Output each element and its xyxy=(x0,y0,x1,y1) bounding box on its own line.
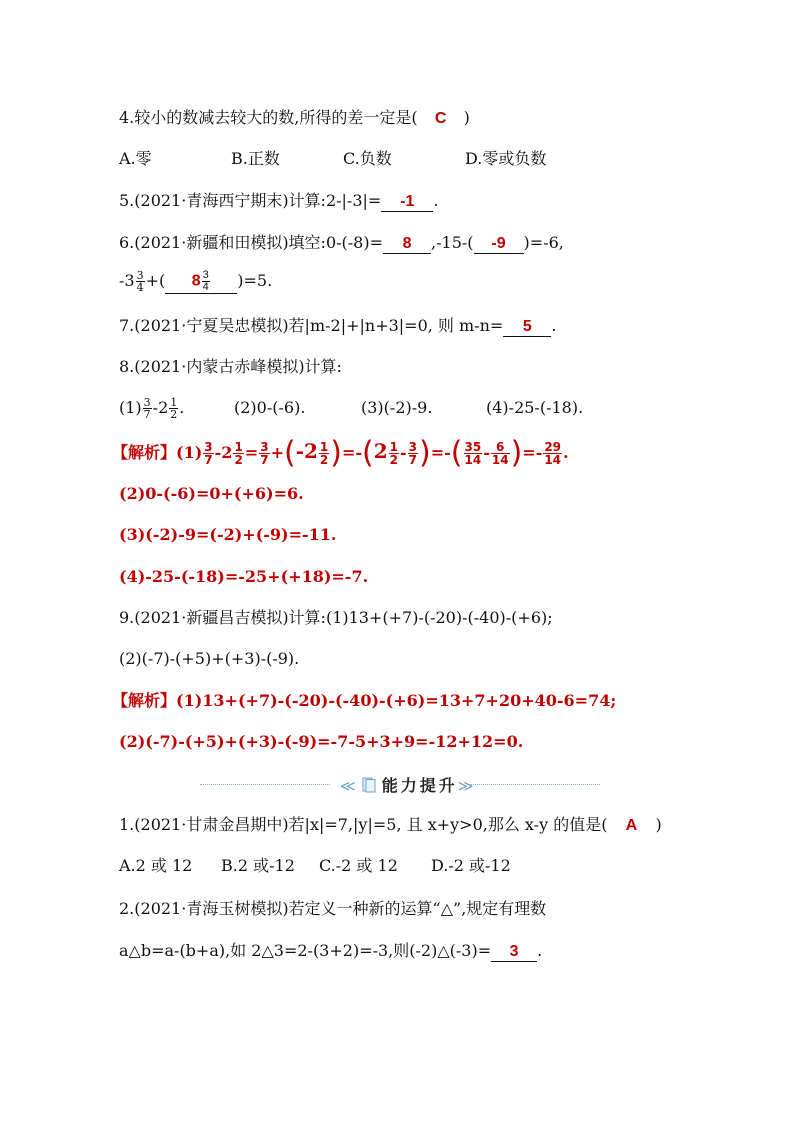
divider-line-left xyxy=(200,784,330,785)
answer-p1: A xyxy=(625,817,638,834)
solution-9-1: 【解析】(1)13+(+7)-(-20)-(-40)-(+6)=13+7+20+40-6=74; xyxy=(112,691,617,710)
question-6-line2: -3 $\frac{3}{4}$ +( 8 $\frac{3}{4}$ )=5. xyxy=(119,269,273,294)
chevron-right-icon: ≫ xyxy=(457,777,474,795)
question-4: 4.较小的数减去较大的数,所得的差一定是( C ) xyxy=(119,107,470,130)
option-c: C.负数 xyxy=(343,149,392,168)
answer-q6-2: -9 xyxy=(474,235,524,254)
question-7: 7.(2021·宁夏吴忠模拟)若|m-2|+|n+3|=0, 则 m-n= 5 . xyxy=(119,316,557,335)
question-5: 5.(2021·青海西宁期末)计算:2-|-3|= -1 . xyxy=(119,191,439,210)
solution-8-2: (2)0-(-6)=0+(+6)=6. xyxy=(119,484,304,503)
chevron-left-icon: ≪ xyxy=(340,777,356,795)
question-4-options xyxy=(119,148,546,170)
solution-9-2: (2)(-7)-(+5)+(+3)-(-9)=-7-5+3+9=-12+12=0. xyxy=(119,732,524,751)
section-title: ≪ 能力提升≫ xyxy=(340,776,474,795)
part-4: (4)-25-(-18). xyxy=(486,398,584,417)
part-2: (2)0-(-6). xyxy=(234,398,306,417)
question-6: 6.(2021·新疆和田模拟)填空:0-(-8)= 8 ,-15-( -9 )=-6, xyxy=(119,233,564,252)
problem-2: 2.(2021·青海玉树模拟)若定义一种新的运算“△”,规定有理数 xyxy=(119,899,547,918)
answer-q5: -1 xyxy=(381,193,433,212)
question-8: 8.(2021·内蒙古赤峰模拟)计算: xyxy=(119,357,342,376)
problem-1: 1.(2021·甘肃金昌期中)若|x|=7,|y|=5, 且 x+y>0,那么 x-y 的值是( A ) xyxy=(119,814,662,837)
option-a: A.零 xyxy=(119,149,152,168)
option-a: A.2 或 12 xyxy=(119,856,193,875)
part-1: (1) $\frac{3}{7}$ -2 $\frac{1}{2}$ . xyxy=(119,396,185,421)
section-divider xyxy=(200,771,600,799)
option-b: B.正数 xyxy=(231,149,280,168)
answer-q4: C xyxy=(434,110,447,127)
part-3: (3)(-2)-9. xyxy=(361,398,433,417)
option-d: D.-2 或-12 xyxy=(431,856,511,875)
solution-tag: 【解析】 xyxy=(112,691,177,710)
problem-2-line2: a△b=a-(b+a),如 2△3=2-(3+2)=-3,则(-2)△(-3)= 3 . xyxy=(119,941,543,960)
answer-q7: 5 xyxy=(503,318,551,337)
problem-1-options xyxy=(119,855,511,877)
answer-q6-3: 8 $\frac{3}{4}$ xyxy=(165,270,237,294)
option-d: D.零或负数 xyxy=(465,149,547,168)
solution-8-4: (4)-25-(-18)=-25+(+18)=-7. xyxy=(119,567,369,586)
answer-p2: 3 xyxy=(491,943,537,962)
solution-8-3: (3)(-2)-9=(-2)+(-9)=-11. xyxy=(119,525,337,544)
fraction: $\frac{3}{4}$ xyxy=(136,269,144,294)
question-9: 9.(2021·新疆昌吉模拟)计算:(1)13+(+7)-(-20)-(-40)-(+6); xyxy=(119,608,553,627)
question-8-parts xyxy=(119,397,583,420)
answer-q6-1: 8 xyxy=(383,235,431,254)
divider-line-right xyxy=(470,784,600,785)
solution-tag: 【解析】 xyxy=(112,443,177,462)
question-9-line2: (2)(-7)-(+5)+(+3)-(-9). xyxy=(119,649,300,668)
solution-8-1: 【解析】(1) $\frac{3}{7}$ -2 $\frac{1}{2}$ = $\frac{3}{7}$ +(-2 $\frac{1}{2}$ )=-(2 $\frac{1}{2}$ - $\frac{3}{7}$ )=-( $\frac{35}{14}$ - $\frac{6}{14}$ )=- $\frac{29}{14}$ . xyxy=(112,435,569,471)
option-b: B.2 或-12 xyxy=(221,856,295,875)
option-c: C.-2 或 12 xyxy=(319,856,398,875)
book-icon xyxy=(362,777,376,793)
